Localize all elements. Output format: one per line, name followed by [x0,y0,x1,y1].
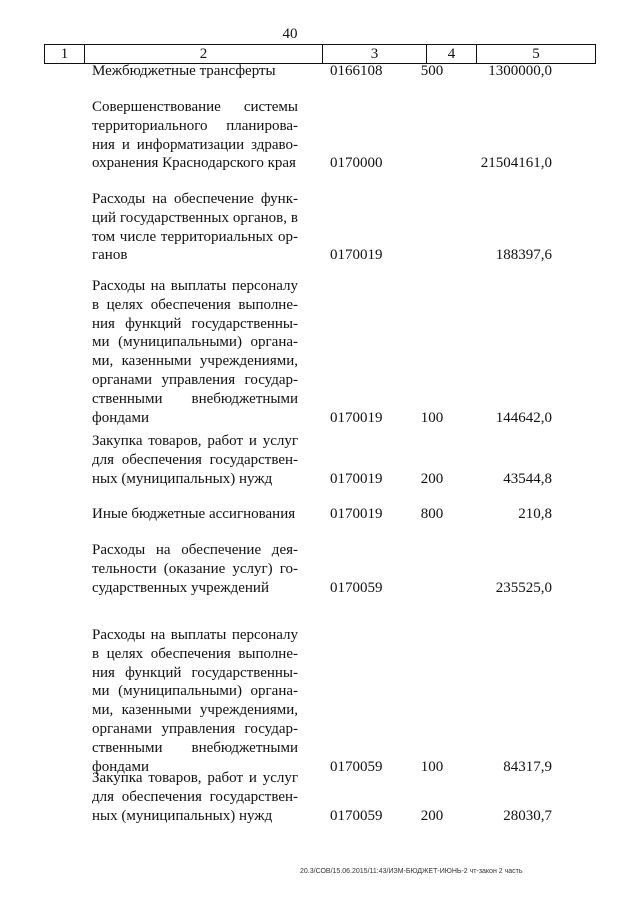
row-name [92,190,298,265]
column-header-row [44,44,596,64]
row-code: 0170059 [330,758,383,775]
row-name-line: ственными внебюджетными [92,390,298,407]
row-name-line: ми, казенными учреждениями, [92,353,298,370]
row-code: 0170019 [330,247,383,264]
row-code: 0170019 [330,506,383,522]
row-name-line: охранения Краснодарского края [92,155,296,172]
row-code: 0170019 [330,470,383,487]
row-name-line: для обеспечения государствен- [92,451,298,468]
row-amount: 188397,6 [495,247,552,264]
row-code: 0170059 [330,807,383,824]
row-name-line: ных (муниципальных) нужд [92,807,273,824]
row-name-line: Расходы на выплаты персоналу [92,627,298,643]
row-expense-type: 500 [420,63,444,79]
column-header-5: 5 [532,46,540,62]
document-footer: 20.3/СОВ/15.06.2015/11:43/ИЗМ-БЮДЖЕТ-ИЮНЬ-2 чт-закон 2 часть [300,868,523,875]
row-name-line: органами управления государ- [92,371,298,388]
row-name-line: Межбюджетные трансферты [92,63,276,79]
row-name-line: Расходы на обеспечение функ- [92,191,298,207]
row-name-line: Расходы на выплаты персоналу [92,278,298,294]
row-amount: 210,8 [518,506,552,522]
row-name [92,626,298,776]
row-name [92,505,298,524]
row-amount: 235525,0 [495,579,552,596]
row-expense-type: 200 [420,807,444,824]
page-number: 40 [282,26,298,42]
row-name-line: органами управления государ- [92,720,298,737]
row-name-line: ственными внебюджетными [92,739,298,756]
row-name-line: Иные бюджетные ассигнования [92,506,296,522]
row-amount: 43544,8 [503,470,552,487]
row-name-line: фондами [92,409,150,426]
row-name-line: Закупка товаров, работ и услуг [92,770,298,786]
row-expense-type: 100 [420,758,444,775]
row-name-line: ми (муниципальными) органа- [92,334,298,351]
row-name-line: ций государственных органов, в [92,209,298,226]
row-name-line: в целях обеспечения выполне- [92,296,298,313]
row-name [92,277,298,427]
row-expense-type: 200 [420,470,444,487]
row-code: 0170000 [330,155,383,172]
row-code: 0170059 [330,579,383,596]
row-name-line: ганов [92,247,128,264]
row-name-line: Расходы на обеспечение дея- [92,542,298,558]
row-amount: 21504161,0 [480,155,552,172]
column-header-3: 3 [323,45,427,63]
row-name-line: том числе территориальных ор- [92,228,298,245]
row-name [92,769,298,825]
row-name-line: ния и информатизации здраво- [92,136,298,153]
row-name [92,432,298,488]
row-name [92,98,298,173]
row-name-line: ния функций государственны- [92,664,298,681]
row-name-line: территориального планирова- [92,117,298,134]
column-header-4: 4 [427,45,477,63]
row-name-line: тельности (оказание услуг) го- [92,560,298,577]
row-name [92,541,298,597]
row-name-line: ния функций государственны- [92,315,298,332]
column-header-1: 1 [45,45,85,63]
row-name [92,62,298,81]
row-expense-type: 100 [420,409,444,426]
row-expense-type: 800 [420,506,444,522]
row-code: 0170019 [330,409,383,426]
row-name-line: для обеспечения государствен- [92,788,298,805]
row-name-line: в целях обеспечения выполне- [92,645,298,662]
row-name-line: ных (муниципальных) нужд [92,470,273,487]
column-header-2: 2 [85,45,323,63]
row-amount: 28030,7 [503,807,552,824]
row-name-line: сударственных учреждений [92,579,269,596]
row-name-line: фондами [92,758,150,775]
row-name-line: Совершенствование системы [92,99,298,115]
row-name-line: ми (муниципальными) органа- [92,683,298,700]
row-name-line: ми, казенными учреждениями, [92,702,298,719]
row-amount: 1300000,0 [488,63,552,79]
row-name-line: Закупка товаров, работ и услуг [92,433,298,449]
row-amount: 84317,9 [503,758,552,775]
row-amount: 144642,0 [495,409,552,426]
row-code: 0166108 [330,63,383,79]
